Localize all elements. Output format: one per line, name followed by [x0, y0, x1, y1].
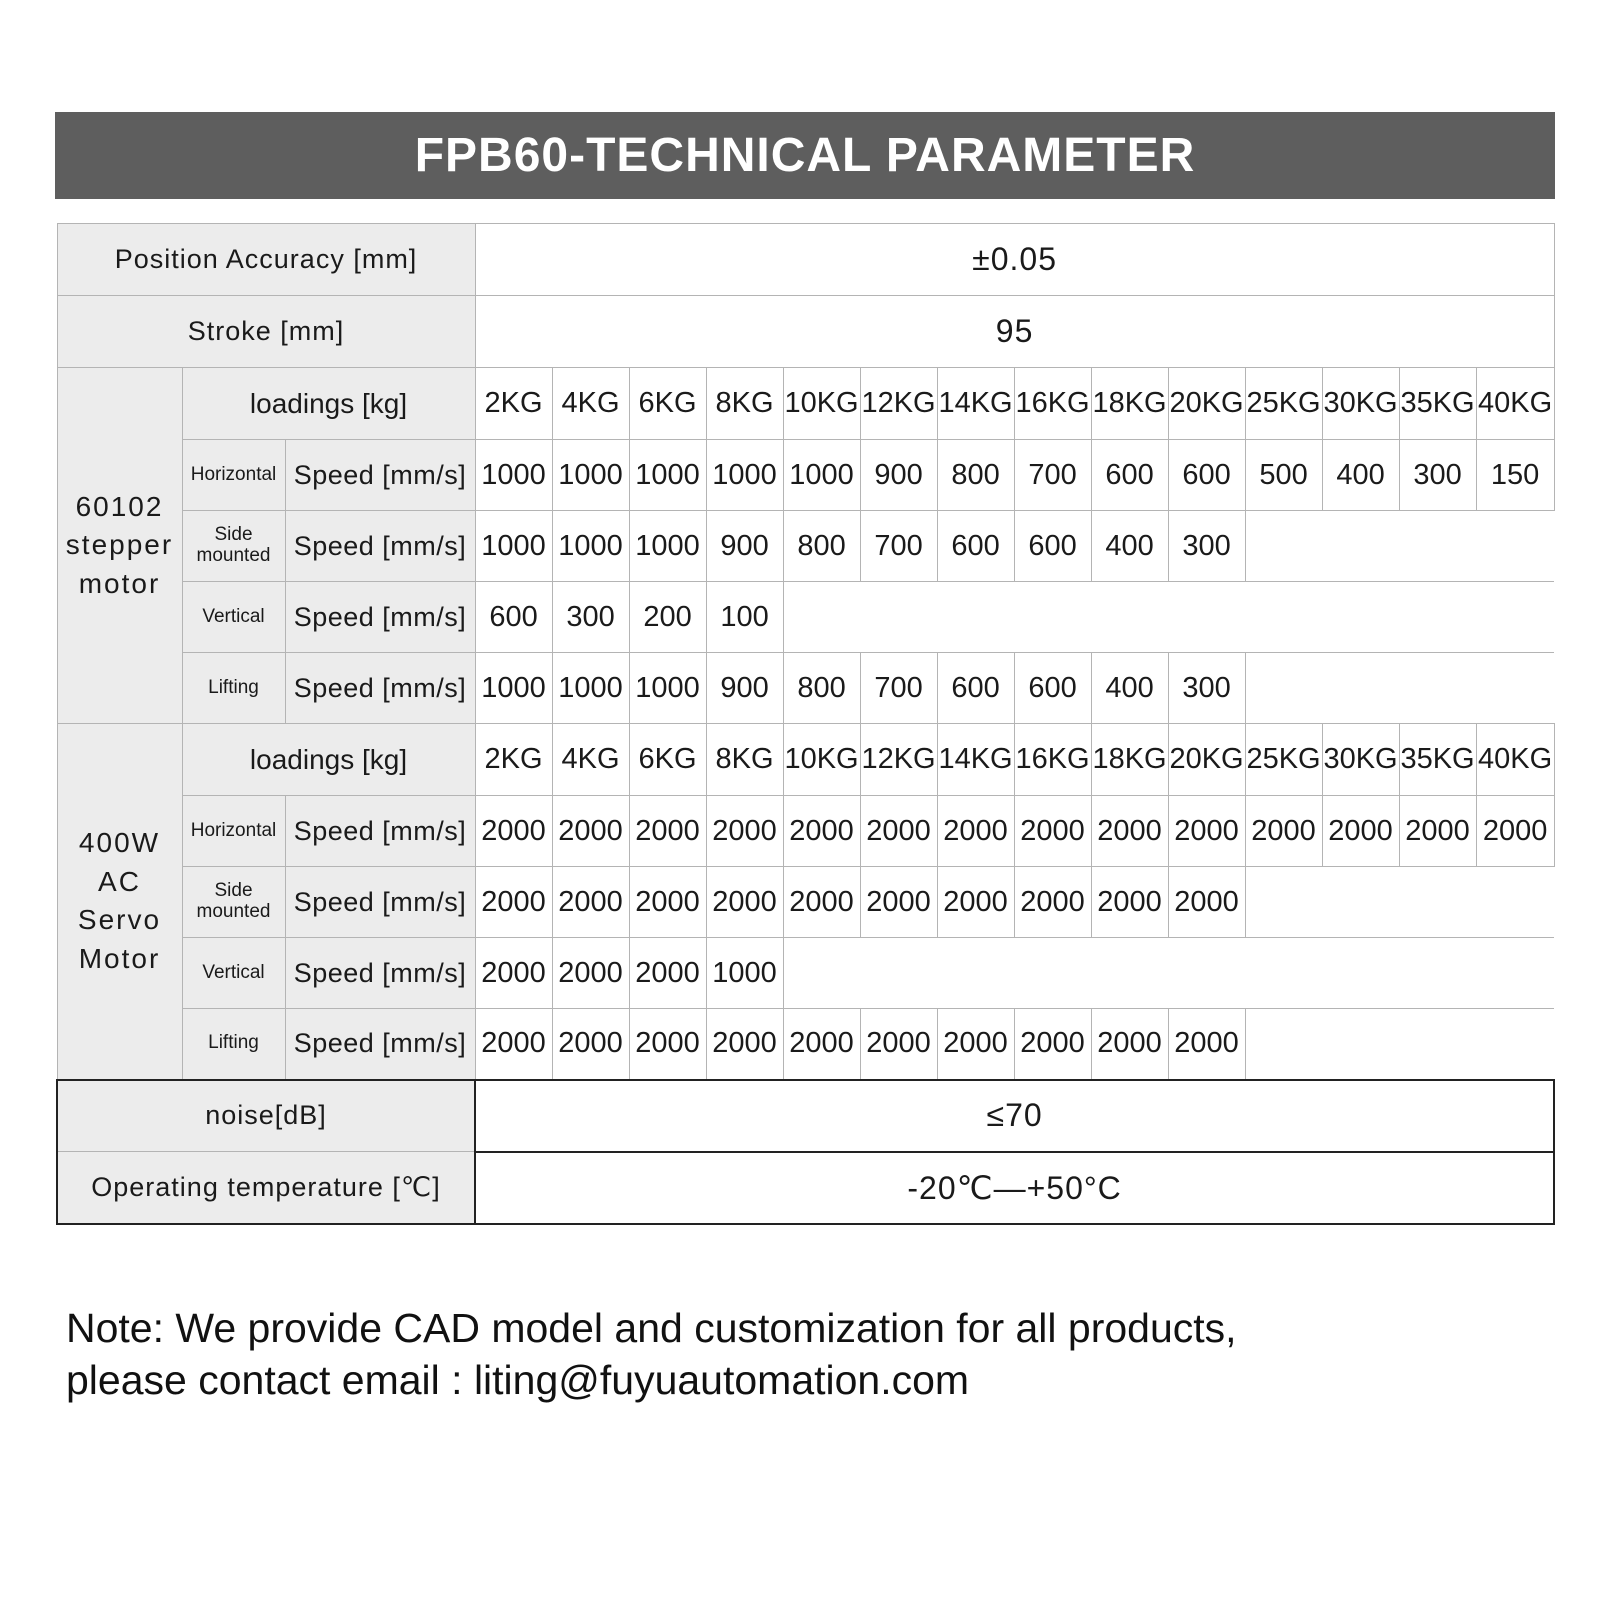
servo-group-label-line: 400W: [78, 827, 161, 858]
stepper-speed-cell: 300: [1168, 511, 1245, 582]
stepper-group-label-line: stepper: [65, 529, 174, 561]
servo-speed-cell: 2000: [552, 796, 629, 867]
servo-speed-cell: 2000: [860, 796, 937, 867]
temperature-label: Operating temperature [℃]: [57, 1152, 475, 1224]
stepper-speed-cell: 400: [1091, 653, 1168, 724]
servo-speed-cell: 2000: [475, 867, 552, 938]
stepper-loadings-row: [57, 368, 1554, 440]
servo-speed-cell: 2000: [860, 867, 937, 938]
stepper-group-label-line: 60102: [75, 490, 164, 522]
servo-orientation-line: Vertical: [202, 961, 265, 983]
stepper-loading-cell: 12KG: [860, 368, 937, 440]
servo-loading-cell: 2KG: [475, 724, 552, 796]
note-line-1: Note: We provide CAD model and customization for all products,: [66, 1305, 1237, 1351]
stepper-speed-cell: 900: [860, 440, 937, 511]
servo-empty-cells: [1245, 867, 1554, 938]
servo-empty-cells: [1245, 1009, 1554, 1080]
stepper-orientation-label: [182, 440, 285, 511]
position-accuracy-value: ±0.05: [475, 224, 1554, 296]
servo-group-label: [57, 724, 182, 1080]
stepper-orientation-line: Side: [214, 524, 253, 546]
servo-speed-cell: 1000: [706, 938, 783, 1009]
stepper-loading-cell: 6KG: [629, 368, 706, 440]
stepper-speed-cell: 300: [1168, 653, 1245, 724]
servo-speed-label: Speed [mm/s]: [285, 796, 475, 867]
stepper-group-label-line: motor: [78, 567, 161, 599]
position-accuracy-row: [57, 224, 1554, 296]
stepper-speed-cell: 1000: [629, 653, 706, 724]
servo-speed-cell: 2000: [1168, 796, 1245, 867]
stepper-speed-cell: 300: [552, 582, 629, 653]
servo-orientation-label: [182, 796, 285, 867]
stepper-speed-cell: 700: [860, 653, 937, 724]
spec-table: [56, 223, 1555, 1225]
servo-speed-cell: 2000: [552, 938, 629, 1009]
servo-speed-cell: 2000: [937, 867, 1014, 938]
servo-speed-cell: 2000: [552, 1009, 629, 1080]
servo-speed-cell: 2000: [1322, 796, 1399, 867]
noise-row: [57, 1080, 1554, 1152]
stepper-orientation-line: Vertical: [202, 605, 265, 627]
servo-speed-cell: 2000: [475, 796, 552, 867]
stepper-speed-label: Speed [mm/s]: [285, 440, 475, 511]
stepper-speed-cell: 400: [1091, 511, 1168, 582]
stepper-speed-cell: 700: [1014, 440, 1091, 511]
servo-speed-cell: 2000: [629, 796, 706, 867]
servo-orientation-label: [182, 867, 285, 938]
servo-speed-cell: 2000: [475, 938, 552, 1009]
servo-speed-row: [57, 796, 1554, 867]
servo-speed-cell: 2000: [937, 796, 1014, 867]
stepper-speed-label: Speed [mm/s]: [285, 582, 475, 653]
stepper-orientation-line: mounted: [196, 545, 271, 566]
stepper-speed-cell: 600: [1014, 653, 1091, 724]
stepper-speed-cell: 600: [1014, 511, 1091, 582]
servo-speed-cell: 2000: [629, 938, 706, 1009]
servo-speed-row: [57, 867, 1554, 938]
servo-speed-cell: 2000: [552, 867, 629, 938]
stepper-speed-row: [57, 511, 1554, 582]
servo-speed-cell: 2000: [937, 1009, 1014, 1080]
servo-speed-cell: 2000: [1014, 796, 1091, 867]
servo-group-label-line: Motor: [78, 942, 161, 974]
servo-orientation-line: Lifting: [208, 1032, 259, 1054]
page-title: FPB60-TECHNICAL PARAMETER: [414, 129, 1196, 182]
stepper-speed-row: [57, 440, 1554, 511]
stepper-speed-cell: 200: [629, 582, 706, 653]
servo-loadings-label: loadings [kg]: [182, 724, 475, 796]
servo-loading-cell: 6KG: [629, 724, 706, 796]
stepper-speed-cell: 1000: [706, 440, 783, 511]
servo-loading-cell: 20KG: [1168, 724, 1245, 796]
stepper-loading-cell: 14KG: [937, 368, 1014, 440]
stepper-speed-cell: 1000: [629, 440, 706, 511]
servo-loading-cell: 16KG: [1014, 724, 1091, 796]
title-bar: [55, 112, 1555, 199]
servo-speed-cell: 2000: [783, 796, 860, 867]
stepper-speed-cell: 600: [937, 511, 1014, 582]
stepper-speed-cell: 900: [706, 511, 783, 582]
stepper-loading-cell: 10KG: [783, 368, 860, 440]
stepper-speed-cell: 600: [937, 653, 1014, 724]
servo-speed-cell: 2000: [706, 1009, 783, 1080]
stepper-orientation-label: [182, 653, 285, 724]
servo-orientation-line: Side: [214, 880, 253, 902]
servo-speed-cell: 2000: [629, 867, 706, 938]
servo-loading-cell: 40KG: [1476, 724, 1554, 796]
servo-loadings-row: [57, 724, 1554, 796]
stepper-speed-cell: 600: [1091, 440, 1168, 511]
servo-speed-cell: 2000: [1091, 867, 1168, 938]
stepper-speed-cell: 600: [475, 582, 552, 653]
stepper-speed-cell: 150: [1476, 440, 1554, 511]
stepper-speed-cell: 1000: [783, 440, 860, 511]
servo-speed-cell: 2000: [1168, 867, 1245, 938]
servo-loading-cell: 12KG: [860, 724, 937, 796]
servo-speed-cell: 2000: [1476, 796, 1554, 867]
servo-speed-cell: 2000: [860, 1009, 937, 1080]
servo-speed-cell: 2000: [1014, 1009, 1091, 1080]
stepper-speed-cell: 1000: [552, 653, 629, 724]
stepper-loadings-label: loadings [kg]: [182, 368, 475, 440]
stepper-speed-row: [57, 653, 1554, 724]
note: [66, 1302, 1546, 1406]
stepper-speed-cell: 700: [860, 511, 937, 582]
stroke-row: [57, 296, 1554, 368]
stepper-orientation-label: [182, 582, 285, 653]
stepper-loading-cell: 35KG: [1399, 368, 1476, 440]
note-line-2: please contact email : liting@fuyuautomation.com: [66, 1357, 970, 1403]
stepper-empty-cells: [1245, 511, 1554, 582]
servo-orientation-label: [182, 938, 285, 1009]
stepper-speed-cell: 1000: [475, 511, 552, 582]
stepper-speed-cell: 900: [706, 653, 783, 724]
stepper-speed-cell: 800: [783, 653, 860, 724]
servo-loading-cell: 8KG: [706, 724, 783, 796]
servo-orientation-line: mounted: [196, 901, 271, 922]
servo-speed-cell: 2000: [783, 1009, 860, 1080]
stepper-orientation-label: [182, 511, 285, 582]
servo-loading-cell: 14KG: [937, 724, 1014, 796]
stepper-loading-cell: 25KG: [1245, 368, 1322, 440]
servo-speed-cell: 2000: [1091, 1009, 1168, 1080]
servo-speed-cell: 2000: [1245, 796, 1322, 867]
stepper-speed-cell: 1000: [552, 440, 629, 511]
stepper-speed-cell: 800: [937, 440, 1014, 511]
stepper-speed-cell: 100: [706, 582, 783, 653]
servo-empty-cells: [783, 938, 1554, 1009]
stepper-orientation-line: Lifting: [208, 676, 259, 698]
servo-orientation-label: [182, 1009, 285, 1080]
stepper-loading-cell: 16KG: [1014, 368, 1091, 440]
servo-loading-cell: 10KG: [783, 724, 860, 796]
stroke-label: Stroke [mm]: [57, 296, 475, 368]
servo-speed-row: [57, 938, 1554, 1009]
servo-speed-label: Speed [mm/s]: [285, 867, 475, 938]
stepper-speed-label: Speed [mm/s]: [285, 511, 475, 582]
servo-group-label-line: AC: [98, 865, 141, 897]
stepper-speed-cell: 800: [783, 511, 860, 582]
stepper-speed-cell: 400: [1322, 440, 1399, 511]
stepper-empty-cells: [783, 582, 1554, 653]
stepper-loading-cell: 4KG: [552, 368, 629, 440]
stepper-orientation-line: Horizontal: [190, 463, 277, 485]
stepper-loading-cell: 30KG: [1322, 368, 1399, 440]
stepper-speed-cell: 1000: [552, 511, 629, 582]
stepper-speed-cell: 1000: [629, 511, 706, 582]
stepper-speed-cell: 1000: [475, 440, 552, 511]
stepper-speed-cell: 300: [1399, 440, 1476, 511]
servo-speed-cell: 2000: [783, 867, 860, 938]
position-accuracy-label: Position Accuracy [mm]: [57, 224, 475, 296]
servo-loading-cell: 18KG: [1091, 724, 1168, 796]
servo-loading-cell: 30KG: [1322, 724, 1399, 796]
servo-speed-cell: 2000: [706, 796, 783, 867]
servo-loading-cell: 4KG: [552, 724, 629, 796]
stepper-loading-cell: 20KG: [1168, 368, 1245, 440]
servo-loading-cell: 35KG: [1399, 724, 1476, 796]
servo-speed-cell: 2000: [1091, 796, 1168, 867]
servo-group-label-line: Servo: [77, 904, 162, 936]
stepper-speed-cell: 600: [1168, 440, 1245, 511]
servo-speed-cell: 2000: [629, 1009, 706, 1080]
stepper-loading-cell: 2KG: [475, 368, 552, 440]
servo-speed-cell: 2000: [475, 1009, 552, 1080]
stepper-speed-label: Speed [mm/s]: [285, 653, 475, 724]
servo-loading-cell: 25KG: [1245, 724, 1322, 796]
servo-speed-row: [57, 1009, 1554, 1080]
servo-speed-cell: 2000: [1014, 867, 1091, 938]
stepper-empty-cells: [1245, 653, 1554, 724]
stepper-speed-cell: 500: [1245, 440, 1322, 511]
temperature-row: [57, 1152, 1554, 1224]
stroke-value: 95: [475, 296, 1554, 368]
stepper-speed-cell: 1000: [475, 653, 552, 724]
stepper-loading-cell: 40KG: [1476, 368, 1554, 440]
noise-value: ≤70: [475, 1080, 1554, 1152]
servo-speed-label: Speed [mm/s]: [285, 938, 475, 1009]
servo-speed-label: Speed [mm/s]: [285, 1009, 475, 1080]
servo-speed-cell: 2000: [706, 867, 783, 938]
noise-label: noise[dB]: [57, 1080, 475, 1152]
stepper-speed-row: [57, 582, 1554, 653]
servo-orientation-line: Horizontal: [190, 819, 277, 841]
stepper-group-label: [57, 368, 182, 724]
temperature-value: -20℃—+50°C: [475, 1152, 1554, 1224]
stepper-loading-cell: 8KG: [706, 368, 783, 440]
stepper-loading-cell: 18KG: [1091, 368, 1168, 440]
servo-speed-cell: 2000: [1168, 1009, 1245, 1080]
servo-speed-cell: 2000: [1399, 796, 1476, 867]
